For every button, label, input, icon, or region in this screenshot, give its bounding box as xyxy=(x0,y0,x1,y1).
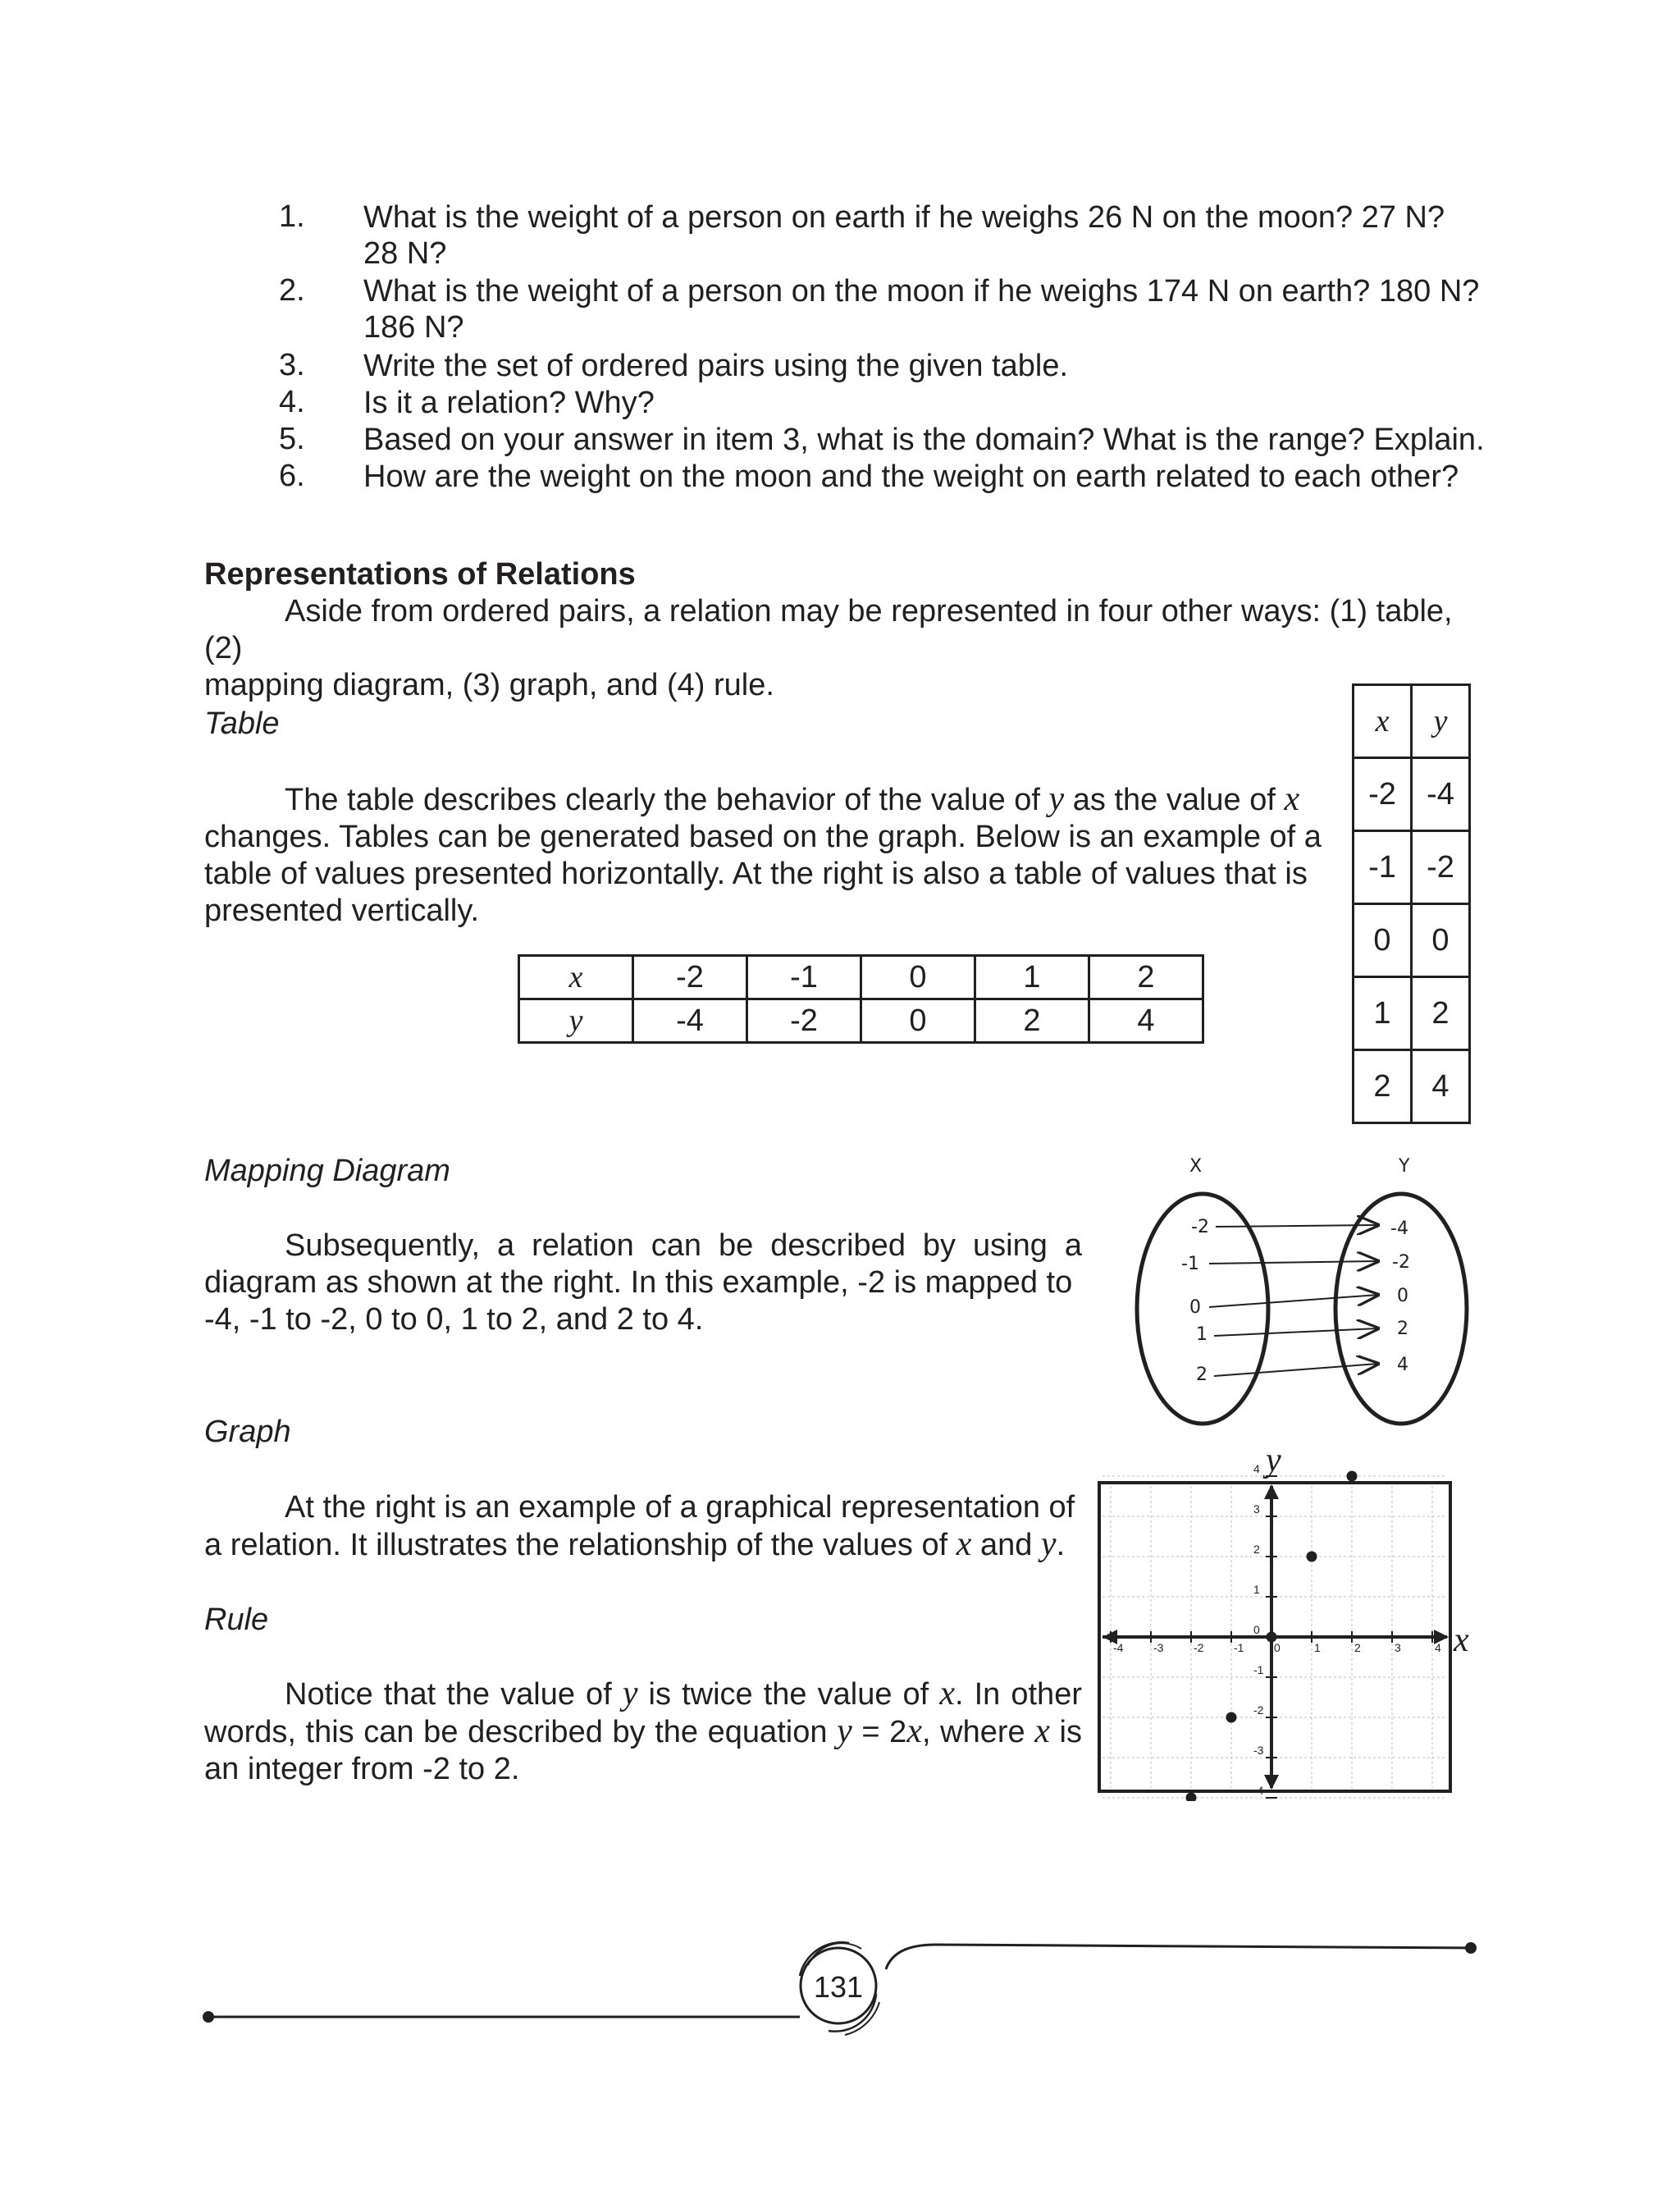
paragraph-line xyxy=(204,1526,1082,1564)
table-cell: 0 xyxy=(861,956,975,999)
table-cell: 2 xyxy=(975,999,1089,1043)
variable-y: y xyxy=(837,1712,852,1750)
variable-y: y xyxy=(622,1675,638,1712)
coordinate-graph xyxy=(1091,1440,1485,1801)
table-cell: 4 xyxy=(1412,1050,1470,1123)
text-span: and xyxy=(971,1528,1041,1562)
x-tick-label: 3 xyxy=(1395,1641,1401,1654)
x-axis-label: x xyxy=(1454,1621,1469,1659)
table-cell: 2 xyxy=(1089,956,1203,999)
question-text xyxy=(363,273,1495,345)
variable-y: y xyxy=(1048,780,1065,818)
table-cell: 4 xyxy=(1089,999,1203,1043)
domain-value: 2 xyxy=(1196,1365,1208,1385)
paragraph-line xyxy=(204,1676,1082,1713)
rule-paragraph xyxy=(204,1676,1082,1788)
table-cell: 1 xyxy=(975,956,1089,999)
text-span: a relation. It illustrates the relationship of the values of xyxy=(204,1528,956,1562)
graph-paragraph xyxy=(204,1489,1082,1564)
question-text: How are the weight on the moon and the weight on earth related to each other? xyxy=(363,459,1459,494)
variable-x: x xyxy=(1034,1712,1050,1750)
x-tick-label: -1 xyxy=(1234,1641,1244,1654)
range-label: Y xyxy=(1399,1156,1410,1177)
y-tick-label: -4 xyxy=(1253,1784,1264,1797)
table-cell: -4 xyxy=(633,999,747,1043)
mapping-arrow xyxy=(1214,1328,1378,1336)
y-tick-label: 0 xyxy=(1253,1623,1260,1636)
table-cell: -2 xyxy=(1412,831,1470,904)
subsection-heading-graph: Graph xyxy=(204,1415,291,1449)
table-cell: -4 xyxy=(1412,758,1470,831)
domain-value: -2 xyxy=(1191,1217,1209,1237)
range-value: -2 xyxy=(1392,1252,1410,1273)
subsection-heading-mapping: Mapping Diagram xyxy=(204,1154,450,1188)
page-number: 131 xyxy=(813,1970,864,2004)
table-header-y: y xyxy=(519,999,633,1043)
mapping-arrow xyxy=(1209,1261,1378,1264)
table-cell: 0 xyxy=(861,999,975,1043)
data-point xyxy=(1347,1471,1358,1482)
question-number: 6. xyxy=(279,459,305,493)
table-header-x: x xyxy=(519,956,633,999)
x-tick-label: 1 xyxy=(1314,1641,1321,1654)
data-point xyxy=(1307,1552,1317,1562)
horizontal-values-table xyxy=(518,954,1204,1044)
footer-dot-left xyxy=(203,2011,214,2023)
question-text: Based on your answer in item 3, what is the domain? What is the range? Explain. xyxy=(363,423,1485,457)
table-cell: 0 xyxy=(1412,904,1470,977)
data-point xyxy=(1267,1632,1277,1643)
domain-value: 1 xyxy=(1196,1324,1208,1345)
table-row xyxy=(1354,977,1470,1050)
paragraph-line: presented vertically. xyxy=(204,894,480,928)
table-cell: -2 xyxy=(633,956,747,999)
question-number: 3. xyxy=(279,348,305,382)
x-tick-label: -3 xyxy=(1153,1641,1164,1654)
question-line: 186 N? xyxy=(363,310,464,345)
paragraph-line: an integer from -2 to 2. xyxy=(204,1752,520,1786)
table-header-x: x xyxy=(1354,685,1412,758)
text-span: = 2 xyxy=(851,1715,907,1749)
page-footer-decoration xyxy=(197,1920,1493,2051)
footer-dot-right xyxy=(1465,1942,1477,1954)
domain-value: 0 xyxy=(1189,1297,1201,1318)
question-line: What is the weight of a person on the moon if he weighs 174 N on earth? 180 N? xyxy=(363,274,1480,309)
variable-x: x xyxy=(906,1712,922,1750)
mapping-arrow xyxy=(1214,1364,1378,1376)
question-text xyxy=(363,199,1495,272)
question-text: Is it a relation? Why? xyxy=(363,386,655,420)
variable-x: x xyxy=(939,1675,955,1712)
range-value: 0 xyxy=(1397,1286,1408,1306)
y-axis-arrow-down xyxy=(1264,1775,1279,1790)
y-tick-label: 4 xyxy=(1253,1462,1260,1475)
table-cell: 1 xyxy=(1354,977,1412,1050)
table-cell: 2 xyxy=(1354,1050,1412,1123)
text-span: is twice the value of xyxy=(637,1677,940,1712)
y-tick-label: 1 xyxy=(1253,1583,1260,1596)
table-paragraph xyxy=(204,781,1328,930)
x-tick-label: 2 xyxy=(1354,1641,1361,1654)
x-tick-label: 0 xyxy=(1274,1641,1281,1654)
mapping-arrow xyxy=(1209,1295,1378,1307)
intro-paragraph xyxy=(204,593,1484,704)
vertical-values-table xyxy=(1352,684,1471,1124)
y-tick-label: 2 xyxy=(1253,1543,1260,1556)
table-row xyxy=(1354,758,1470,831)
text-span: words, this can be described by the equation xyxy=(204,1715,838,1749)
question-number: 1. xyxy=(279,199,305,234)
question-line: 28 N? xyxy=(363,236,447,271)
range-value: -4 xyxy=(1390,1218,1408,1239)
subsection-heading-table: Table xyxy=(204,706,280,741)
domain-value: -1 xyxy=(1181,1254,1199,1274)
table-cell: 0 xyxy=(1354,904,1412,977)
table-cell: -1 xyxy=(747,956,861,999)
paragraph-line: -4, -1 to -2, 0 to 0, 1 to 2, and 2 to 4. xyxy=(204,1302,704,1337)
table-row xyxy=(1354,1050,1470,1123)
mapping-paragraph xyxy=(204,1228,1082,1338)
data-point xyxy=(1186,1793,1197,1802)
table-row xyxy=(519,956,1203,999)
question-number: 2. xyxy=(279,273,305,308)
mapping-diagram xyxy=(1124,1145,1485,1456)
y-tick-label: -1 xyxy=(1253,1663,1264,1676)
variable-x: x xyxy=(1284,780,1300,818)
domain-label: X xyxy=(1189,1156,1203,1177)
variable-x: x xyxy=(956,1525,972,1563)
question-line: What is the weight of a person on earth if he weighs 26 N on the moon? 27 N? xyxy=(363,200,1445,235)
paragraph-line: Aside from ordered pairs, a relation may be represented in four other ways: (1) table, (2) xyxy=(204,594,1453,665)
table-header-y: y xyxy=(1412,685,1470,758)
table-row xyxy=(1354,685,1470,758)
paragraph-line: changes. Tables can be generated based on the graph. Below is an example of a xyxy=(204,820,1322,854)
text-span: . In other xyxy=(954,1677,1082,1712)
paragraph-line xyxy=(204,1713,1082,1751)
paragraph-line: Subsequently, a relation can be described by using a xyxy=(285,1228,1082,1263)
text-span: . xyxy=(1056,1528,1066,1562)
subsection-heading-rule: Rule xyxy=(204,1602,269,1637)
y-axis-label: y xyxy=(1266,1442,1281,1479)
footer-line-right xyxy=(886,1945,1471,1969)
table-cell: -2 xyxy=(747,999,861,1043)
y-tick-label: -2 xyxy=(1253,1703,1264,1717)
y-tick-label: 3 xyxy=(1253,1502,1260,1516)
range-value: 2 xyxy=(1397,1319,1408,1339)
y-axis-arrow-up xyxy=(1264,1484,1279,1499)
variable-y: y xyxy=(1040,1525,1057,1563)
range-value: 4 xyxy=(1397,1355,1408,1375)
text-span: The table describes clearly the behavior of the value of xyxy=(285,783,1049,817)
text-span: as the value of xyxy=(1064,783,1285,817)
question-number: 5. xyxy=(279,422,305,456)
table-row xyxy=(519,999,1203,1043)
table-cell: 2 xyxy=(1412,977,1470,1050)
question-text: Write the set of ordered pairs using the given table. xyxy=(363,349,1069,383)
paragraph-line: table of values presented horizontally. At the right is also a table of values that is xyxy=(204,857,1308,891)
x-tick-label: -4 xyxy=(1113,1641,1124,1654)
section-heading: Representations of Relations xyxy=(204,557,636,592)
question-number: 4. xyxy=(279,385,305,419)
table-row xyxy=(1354,904,1470,977)
text-span: is xyxy=(1049,1715,1082,1749)
paragraph-line: mapping diagram, (3) graph, and (4) rule. xyxy=(204,668,774,702)
x-tick-label: -2 xyxy=(1194,1641,1204,1654)
y-tick-label: -3 xyxy=(1253,1744,1264,1757)
paragraph-line xyxy=(204,781,1328,819)
table-row xyxy=(1354,831,1470,904)
table-cell: -1 xyxy=(1354,831,1412,904)
x-tick-label: 4 xyxy=(1435,1641,1441,1654)
table-cell: -2 xyxy=(1354,758,1412,831)
data-point xyxy=(1226,1712,1237,1723)
paragraph-line: diagram as shown at the right. In this example, -2 is mapped to xyxy=(204,1265,1073,1300)
paragraph-line: At the right is an example of a graphical representation of xyxy=(285,1490,1075,1525)
text-span: , where xyxy=(921,1715,1035,1749)
text-span: Notice that the value of xyxy=(285,1677,623,1712)
